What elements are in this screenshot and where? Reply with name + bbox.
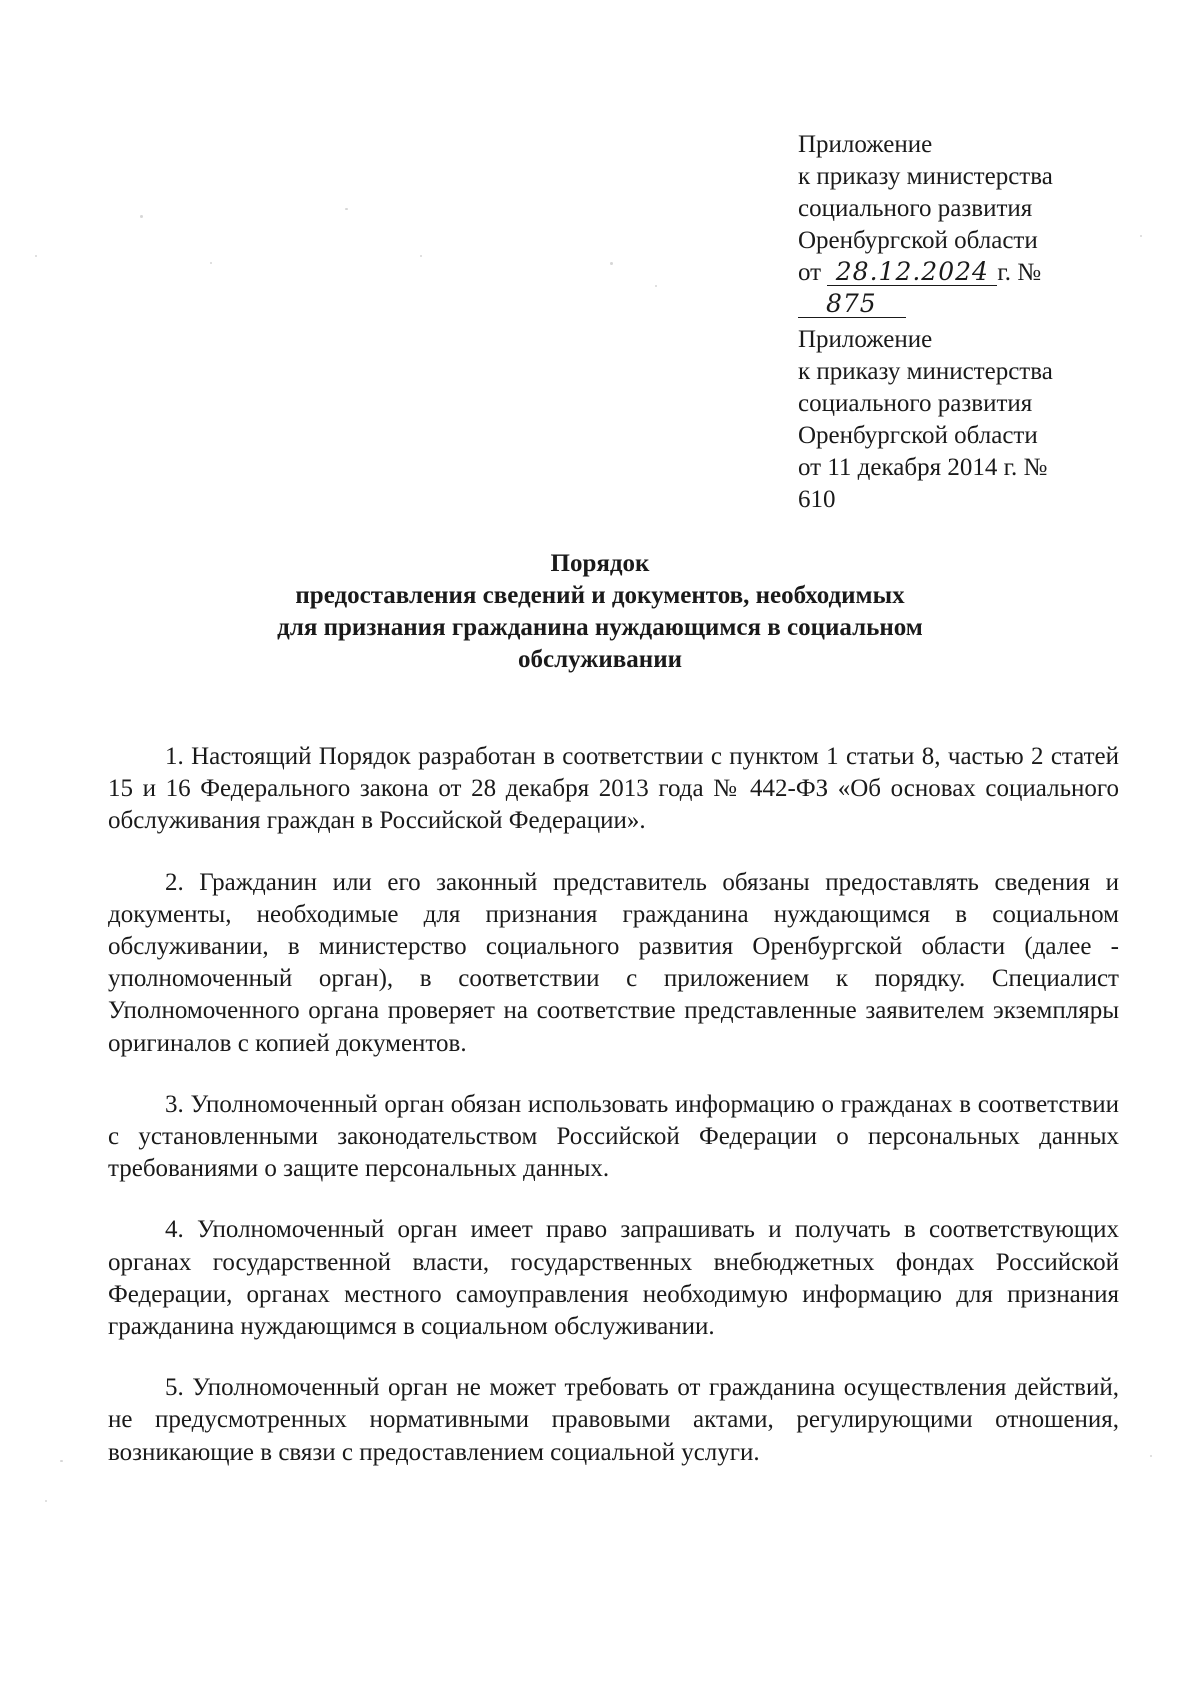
scan-noise — [610, 262, 613, 265]
appendix-date: от 11 декабря 2014 г. № — [798, 454, 1048, 481]
appendix-region: Оренбургской области — [798, 227, 1038, 254]
scan-noise — [420, 255, 422, 257]
title-line: Порядок — [550, 550, 650, 577]
document-title — [120, 548, 1080, 676]
scan-noise — [1150, 1455, 1152, 1457]
scan-noise — [60, 1460, 63, 1462]
title-line: для признания гражданина нуждающимся в социальном — [277, 614, 923, 641]
handwritten-date: 28.12.2024 — [827, 259, 997, 286]
appendix-current — [798, 129, 1108, 321]
handwritten-number: 875 — [798, 291, 906, 318]
paragraph-4: 4. Уполномоченный орган имеет право запрашивать и получать в соответствующих органах государственной власти, государственных внебюджетных фондах Российской Федерации, органах местного самоуправления необходимую информацию для признания гражданина нуждающимся в социальном обслуживании. — [108, 1216, 1119, 1341]
appendix-date-prefix: от — [798, 259, 822, 286]
paragraph-1: 1. Настоящий Порядок разработан в соответствии с пунктом 1 статьи 8, частью 2 статей 15 и 16 Федерального закона от 28 декабря 2013 года № 442-ФЗ «Об основах социального обслуживания граждан в Российской Федерации». — [108, 743, 1119, 835]
scan-noise — [45, 1500, 47, 1502]
appendix-ministry: социального развития — [798, 390, 1033, 417]
appendix-number-line — [798, 289, 1108, 321]
appendix-region: Оренбургской области — [798, 422, 1038, 449]
scan-noise — [655, 285, 657, 287]
title-line: обслуживании — [517, 646, 683, 673]
scan-noise — [345, 208, 348, 210]
appendix-number: 610 — [798, 486, 836, 513]
scan-noise — [140, 215, 143, 218]
appendix-order-ref: к приказу министерства — [798, 358, 1053, 385]
scan-noise — [35, 255, 37, 257]
paragraph-2: 2. Гражданин или его законный представитель обязаны предоставлять сведения и документы, необходимые для признания гражданина нуждающимся в социальном обслуживании, в министерство социального развития Оренбургской области (далее - уполномоченный орган), в соответствии с приложением к порядку. Специалист Уполномоченного органа проверяет на соответствие представленные заявителем экземпляры оригиналов с копией документов. — [108, 868, 1119, 1057]
title-line: предоставления сведений и документов, необходимых — [295, 582, 905, 609]
paragraph-5: 5. Уполномоченный орган не может требовать от гражданина осуществления действий, не предусмотренных нормативными правовыми актами, регулирующими отношения, возникающие в связи с предоставлением социальной услуги. — [108, 1374, 1119, 1466]
scan-noise — [1140, 235, 1142, 237]
appendix-label: Приложение — [798, 326, 933, 353]
scan-noise — [210, 262, 212, 264]
appendix-order-ref: к приказу министерства — [798, 163, 1053, 190]
appendix-date-suffix: г. № — [997, 259, 1042, 286]
appendix-date-line — [798, 257, 1108, 289]
appendix-previous — [798, 324, 1108, 516]
document-body — [108, 741, 1119, 1498]
paragraph-3: 3. Уполномоченный орган обязан использовать информацию о гражданах в соответствии с установленными законодательством Российской Федерации о персональных данных требованиями о защите персональных данных. — [108, 1090, 1119, 1183]
appendix-ministry: социального развития — [798, 195, 1033, 222]
appendix-label: Приложение — [798, 131, 933, 158]
